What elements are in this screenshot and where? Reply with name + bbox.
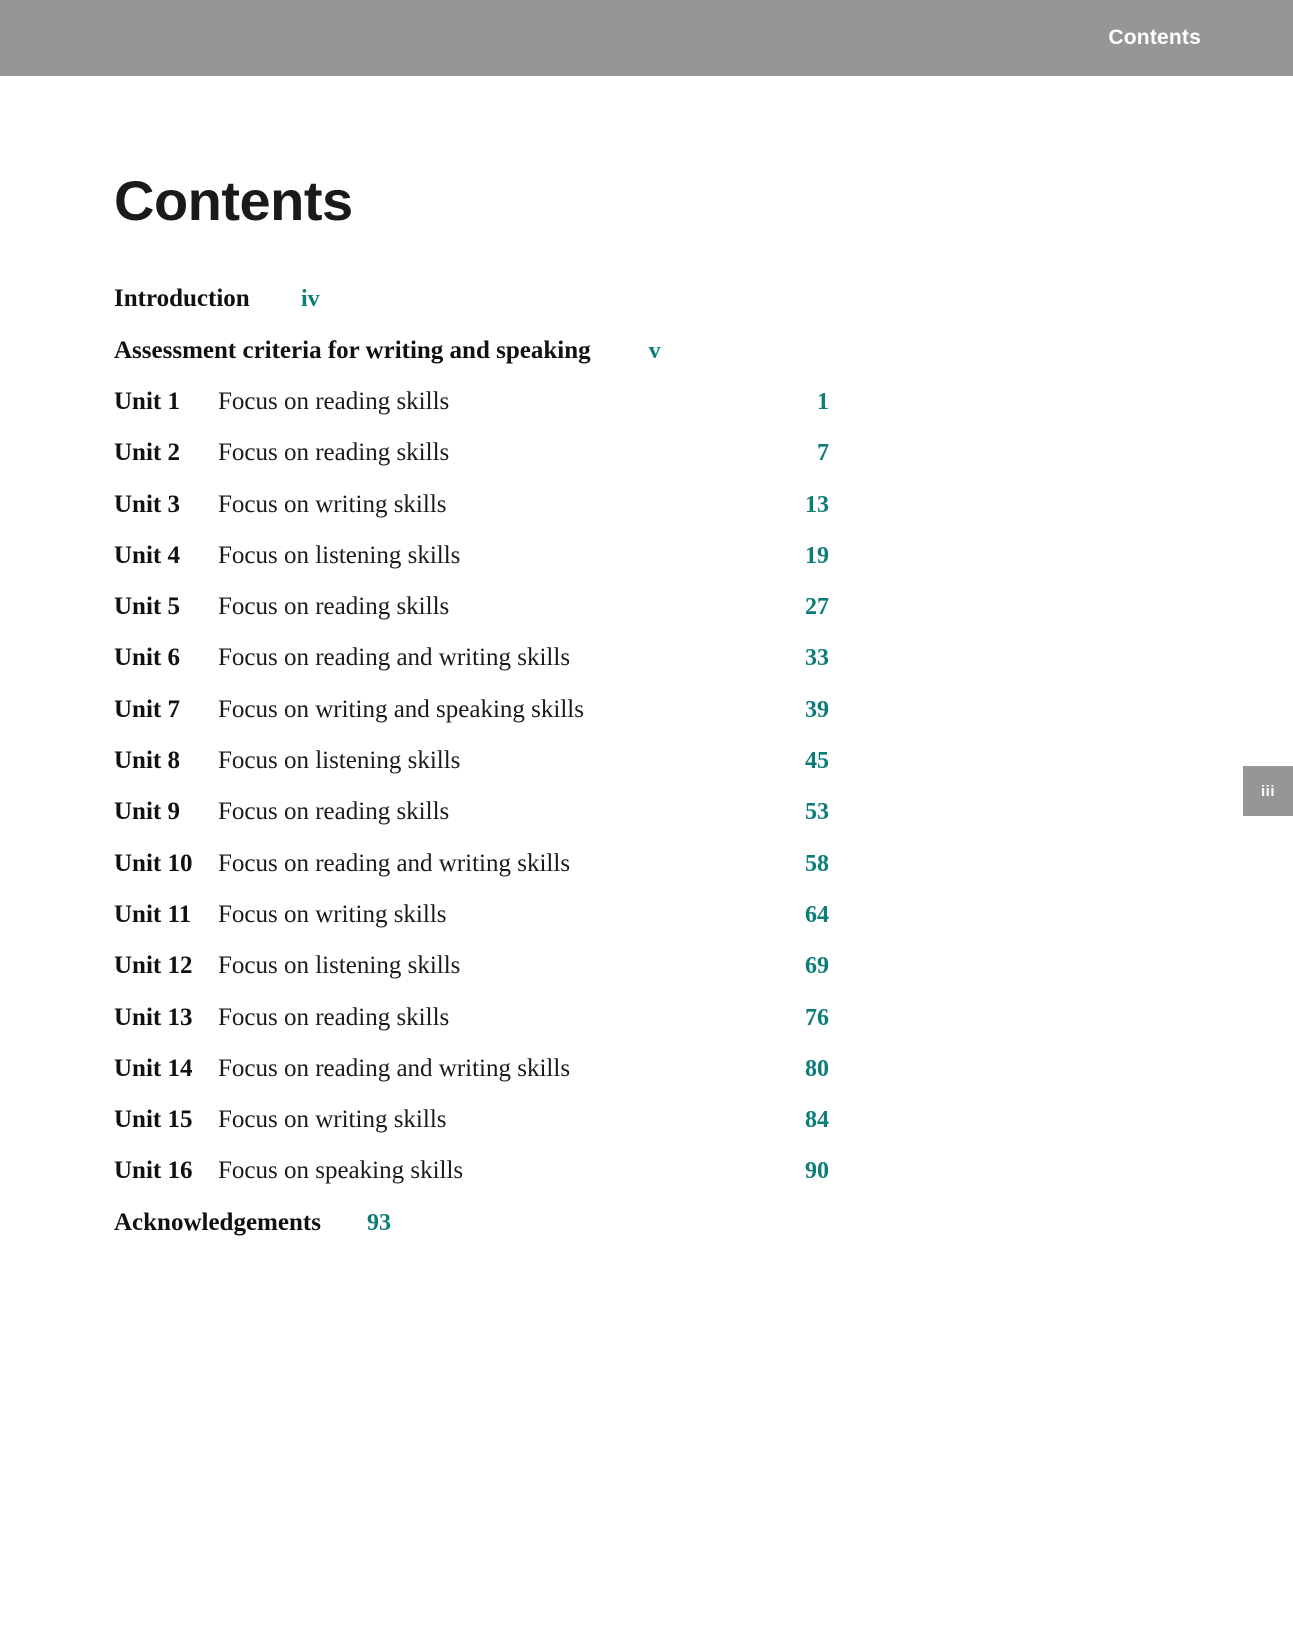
toc-row[interactable] (114, 1004, 829, 1055)
toc-entry-page-number: 39 (805, 696, 829, 723)
toc-row[interactable] (114, 644, 829, 695)
toc-entry-page-number: 53 (805, 799, 829, 826)
toc-entry-description: Focus on writing skills (218, 490, 447, 518)
page-title: Contents (114, 168, 353, 232)
toc-entry-description: Focus on writing skills (218, 1106, 447, 1134)
toc-entry-label: Unit 4 (114, 541, 180, 569)
toc-row[interactable] (114, 901, 829, 952)
toc-row[interactable] (114, 952, 829, 1003)
toc-entry-label: Introduction (114, 285, 250, 312)
toc-entry-description: Focus on reading skills (218, 439, 450, 467)
toc-entry-description: Focus on reading and writing skills (218, 849, 571, 877)
toc-entry-page-number: 1 (817, 389, 829, 415)
toc-entry-label: Unit 8 (114, 747, 180, 775)
toc-row[interactable] (114, 491, 829, 542)
toc-entry-label: Unit 11 (114, 900, 192, 928)
toc-entry-page-number: 69 (805, 953, 829, 980)
toc-row[interactable] (114, 850, 829, 901)
toc-entry-page-number: 33 (805, 645, 829, 672)
toc-entry-description: Focus on reading skills (218, 798, 450, 826)
toc-entry-description: Focus on writing skills (218, 900, 447, 928)
toc-entry-page-number: 58 (805, 850, 829, 877)
toc-row[interactable] (114, 1106, 829, 1157)
page-number-tab (1243, 766, 1293, 816)
toc-row[interactable] (114, 439, 829, 490)
toc-row[interactable] (114, 1055, 829, 1106)
toc-row[interactable] (114, 285, 829, 337)
toc-entry-page-number: 13 (805, 491, 829, 518)
toc-entry-description: Focus on writing and speaking skills (218, 695, 584, 723)
toc-entry-description: Focus on reading and writing skills (218, 1054, 571, 1082)
toc-entry-label: Unit 6 (114, 644, 180, 672)
toc-entry-page-number: iv (301, 286, 320, 312)
toc-row[interactable] (114, 593, 829, 644)
toc-row[interactable] (114, 542, 829, 593)
toc-entry-description: Focus on speaking skills (218, 1157, 464, 1185)
toc-row[interactable] (114, 1209, 829, 1260)
toc-entry-description: Focus on reading skills (218, 388, 450, 415)
toc-entry-label: Unit 7 (114, 695, 180, 723)
toc-entry-page-number: 90 (805, 1158, 829, 1185)
toc-entry-page-number: 76 (805, 1004, 829, 1031)
toc-entry-label: Unit 5 (114, 593, 180, 621)
toc-entry-page-number: v (648, 338, 661, 364)
toc-entry-page-number: 80 (805, 1055, 829, 1082)
toc-entry-label: Unit 12 (114, 952, 193, 980)
toc-entry-page-number: 19 (805, 542, 829, 569)
toc-entry-label: Unit 14 (114, 1054, 193, 1082)
toc-entry-description: Focus on listening skills (218, 952, 461, 980)
toc-entry-label: Unit 9 (114, 798, 180, 826)
toc-entry-label: Unit 15 (114, 1106, 193, 1134)
page-number-label: iii (1260, 782, 1275, 800)
toc-entry-label: Unit 1 (114, 388, 180, 415)
toc-entry-label: Unit 10 (114, 849, 193, 877)
toc-entry-label: Unit 16 (114, 1157, 193, 1185)
running-head-label: Contents (1108, 26, 1201, 49)
toc-row[interactable] (114, 388, 829, 439)
toc-row[interactable] (114, 337, 829, 388)
toc-entry-label: Unit 2 (114, 439, 180, 467)
toc-row[interactable] (114, 1157, 829, 1208)
toc-row[interactable] (114, 696, 829, 747)
toc-row[interactable] (114, 747, 829, 798)
toc-entry-label: Assessment criteria for writing and speaking (114, 337, 591, 364)
toc-entry-page-number: 45 (805, 748, 829, 775)
toc-entry-page-number: 64 (805, 901, 829, 928)
toc-entry-label: Unit 3 (114, 490, 180, 518)
toc-entry-description: Focus on reading and writing skills (218, 644, 571, 672)
toc-row[interactable] (114, 798, 829, 849)
toc-entry-label: Unit 13 (114, 1003, 193, 1031)
toc-entry-page-number: 27 (805, 594, 829, 621)
running-head-bar (0, 0, 1293, 76)
toc-entry-page-number: 93 (366, 1209, 391, 1236)
toc-entry-description: Focus on listening skills (218, 541, 461, 569)
table-of-contents (114, 285, 829, 1260)
toc-entry-description: Focus on listening skills (218, 747, 461, 775)
toc-entry-page-number: 7 (817, 440, 829, 467)
toc-entry-description: Focus on reading skills (218, 593, 450, 621)
toc-entry-description: Focus on reading skills (218, 1003, 450, 1031)
toc-entry-label: Acknowledgements (114, 1208, 321, 1236)
toc-entry-page-number: 84 (805, 1107, 829, 1134)
